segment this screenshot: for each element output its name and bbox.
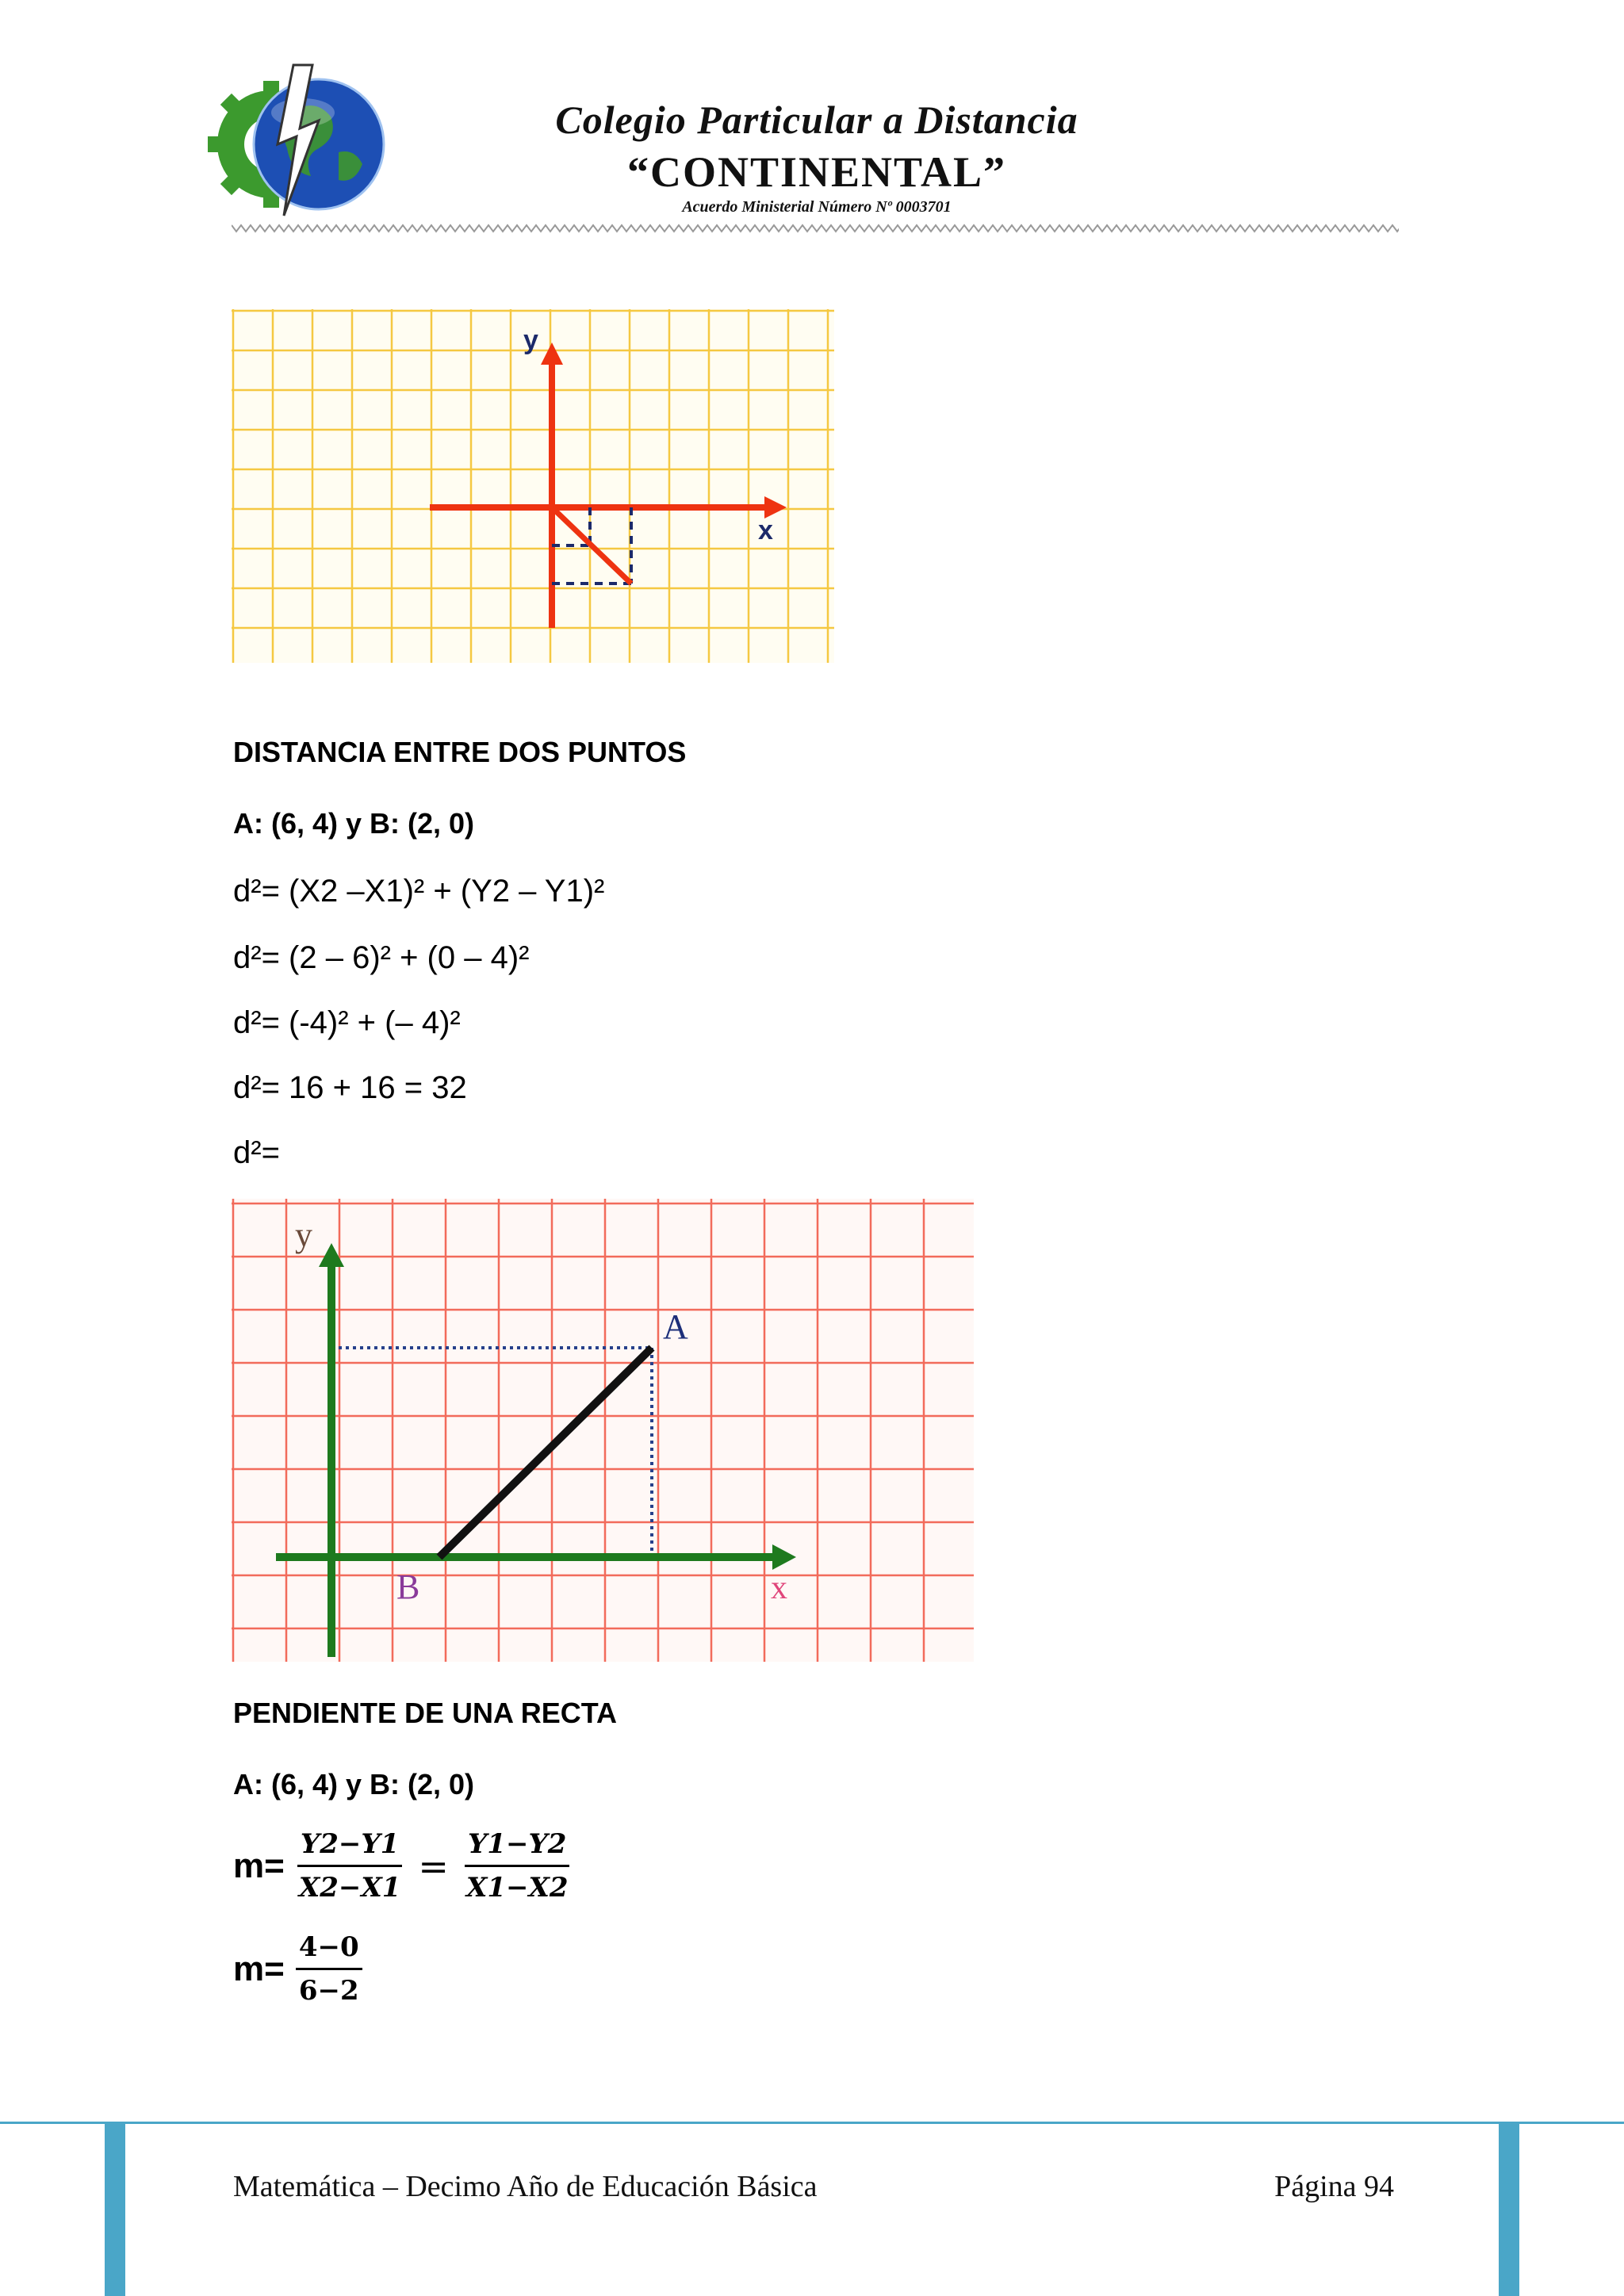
slope-title: PENDIENTE DE UNA RECTA bbox=[233, 1697, 618, 1729]
numerator: Y1−Y2 bbox=[465, 1828, 569, 1867]
point-b-label: B bbox=[396, 1567, 420, 1606]
footer-bar-left bbox=[105, 2124, 125, 2296]
globe-icon bbox=[254, 79, 384, 209]
fraction bbox=[296, 1828, 404, 1904]
ministerial-agreement: Acuerdo Ministerial Número Nº 0003701 bbox=[682, 198, 952, 216]
school-name: Colegio Particular a Distancia bbox=[555, 98, 1078, 142]
slope-symbol: m= bbox=[233, 1846, 285, 1885]
denominator: X2−X1 bbox=[298, 1872, 401, 1904]
school-logo bbox=[208, 57, 390, 224]
distance-step-4: d²= 16 + 16 = 32 bbox=[233, 1070, 467, 1105]
denominator: 6−2 bbox=[298, 1975, 359, 2007]
distance-step-5: d²= bbox=[233, 1135, 280, 1170]
footer-bar-right bbox=[1499, 2124, 1519, 2296]
slope-substitution bbox=[233, 1931, 362, 2007]
slope-symbol: m= bbox=[233, 1949, 285, 1988]
school-title: “CONTINENTAL” bbox=[626, 148, 1007, 196]
distance-step-2: d²= (2 – 6)² + (0 – 4)² bbox=[233, 940, 530, 975]
header-divider bbox=[232, 222, 1399, 233]
x-axis-label: x bbox=[771, 1570, 787, 1606]
y-axis-label: y bbox=[295, 1215, 312, 1254]
footer-divider bbox=[0, 2122, 1624, 2124]
numerator: 4−0 bbox=[296, 1931, 362, 1970]
coordinate-graph-2 bbox=[232, 1199, 974, 1662]
distance-step-1: d²= (X2 –X1)² + (Y2 – Y1)² bbox=[233, 874, 605, 909]
page-number: Página 94 bbox=[1274, 2170, 1394, 2203]
distance-points: A: (6, 4) y B: (2, 0) bbox=[233, 807, 475, 840]
fraction bbox=[463, 1828, 572, 1904]
equals-sign: = bbox=[418, 1844, 449, 1888]
coordinate-graph-1 bbox=[232, 309, 834, 663]
point-a-label: A bbox=[663, 1307, 688, 1346]
footer-subject: Matemática – Decimo Año de Educación Básica bbox=[233, 2170, 818, 2203]
slope-formula bbox=[233, 1828, 572, 1904]
distance-title: DISTANCIA ENTRE DOS PUNTOS bbox=[233, 736, 687, 768]
y-axis-label: y bbox=[523, 325, 538, 355]
fraction bbox=[296, 1931, 362, 2007]
denominator: X1−X2 bbox=[465, 1872, 569, 1904]
numerator: Y2−Y1 bbox=[297, 1828, 402, 1867]
x-axis-label: x bbox=[758, 515, 773, 545]
slope-points: A: (6, 4) y B: (2, 0) bbox=[233, 1768, 475, 1800]
distance-step-3: d²= (-4)² + (– 4)² bbox=[233, 1005, 461, 1040]
